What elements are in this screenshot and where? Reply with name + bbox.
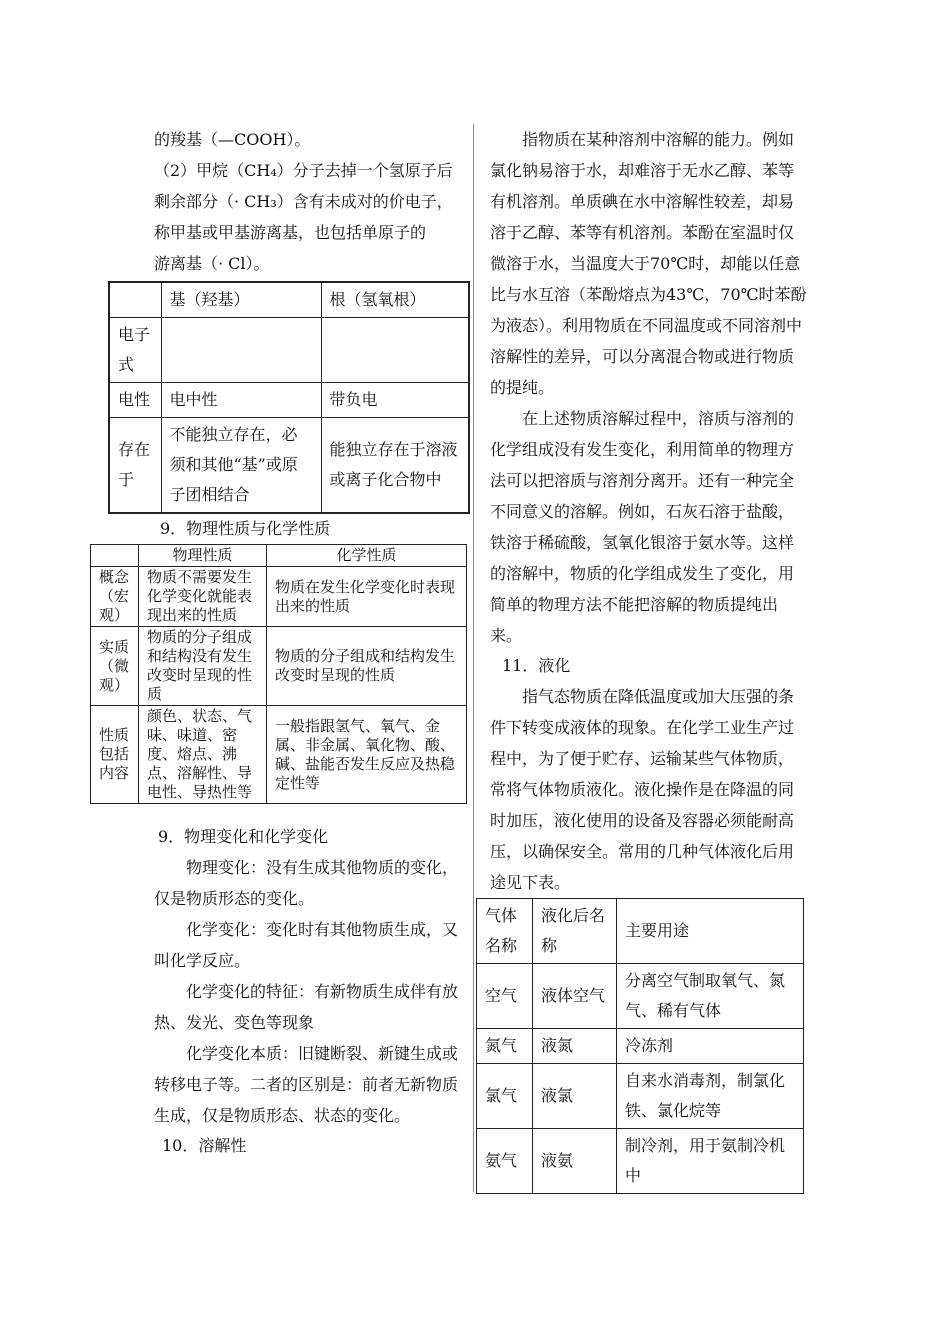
- paragraph-solubility: 指物质在某种溶剂中溶解的能力。例如氯化钠易溶于水，却难溶于无水乙醇、苯等有机溶剂。单质碘在水中溶解性较差，却易溶于乙醇、苯等有机溶剂。苯酚在室温时仅微溶于水，当温度大于70℃时，却能以任意比与水互溶（苯酚熔点为43℃，70℃时苯酚为液态）。利用物质在不同温度或不同溶剂中溶解性的差异，可以分离混合物或进行物质的提纯。: [490, 130, 807, 397]
- table-cell: 电性: [109, 383, 161, 418]
- section-heading-11: 11．液化: [502, 656, 571, 675]
- table-cell: 氨气: [477, 1129, 533, 1194]
- table-row: [109, 383, 469, 418]
- paragraph-methyl: [108, 155, 470, 279]
- section-heading-9a: 9．物理性质与化学性质: [160, 519, 331, 538]
- table-gas-liquefaction: [476, 898, 804, 1194]
- table-row: [91, 706, 467, 804]
- table-cell: [91, 545, 139, 567]
- table-cell: [161, 318, 321, 383]
- table-cell: 物理性质: [139, 545, 267, 567]
- section-heading-9b: 9．物理变化和化学变化: [158, 827, 329, 846]
- table-cell: 存在于: [109, 418, 161, 514]
- table-row: [477, 1064, 804, 1129]
- table-header-row: [91, 545, 467, 567]
- table-cell: 化学性质: [267, 545, 467, 567]
- table-row: [477, 1129, 804, 1194]
- table-cell: 液体空气: [533, 964, 617, 1029]
- table-cell: 物质的分子组成和结构发生改变时呈现的性质: [267, 627, 467, 706]
- table-row: [477, 964, 804, 1029]
- table-cell: 主要用途: [617, 899, 804, 964]
- table-cell: 基（羟基）: [161, 282, 321, 318]
- left-column: [99, 124, 470, 1161]
- table-cell: 冷冻剂: [617, 1029, 804, 1064]
- table-row: [91, 567, 467, 627]
- table-cell: 电子式: [109, 318, 161, 383]
- table-cell: 颜色、状态、气味、味道、密度、熔点、沸点、溶解性、导电性、导热性等: [139, 706, 267, 804]
- table-cell: 液化后名称: [533, 899, 617, 964]
- table-cell: 气体名称: [477, 899, 533, 964]
- table-cell: 带负电: [321, 383, 469, 418]
- paragraph-liquefaction: 指气态物质在降低温度或加大压强的条件下转变成液体的现象。在化学工业生产过程中，为了便于贮存、运输某些气体物质，常将气体物质液化。液化操作是在降温的同时加压，液化使用的设备及容器必须能耐高压，以确保安全。常用的几种气体液化后用途见下表。: [490, 687, 795, 892]
- table-cell: 性质包括内容: [91, 706, 139, 804]
- table-row: [91, 627, 467, 706]
- paragraph-chemical-feature: 化学变化的特征：有新物质生成伴有放热、发光、变色等现象: [154, 982, 459, 1032]
- table-cell: 电中性: [161, 383, 321, 418]
- table-cell: [321, 318, 469, 383]
- paragraph-dissolution: 在上述物质溶解过程中，溶质与溶剂的化学组成没有发生变化，利用简单的物理方法可以把溶质与溶剂分离开。还有一种完全不同意义的溶解。例如，石灰石溶于盐酸，铁溶于稀硫酸，氢氧化银溶于氨水等。这样的溶解中，物质的化学组成发生了变化，用简单的物理方法不能把溶解的物质提纯出来。: [490, 409, 795, 645]
- table-cell: 一般指跟氢气、氧气、金属、非金属、氧化物、酸、碱、盐能否发生反应及热稳定性等: [267, 706, 467, 804]
- table-cell: [109, 282, 161, 318]
- table-cell: 不能独立存在，必须和其他“基”或原子团相结合: [161, 418, 321, 514]
- paragraph-carboxyl: 的羧基（—COOH）。: [154, 130, 311, 149]
- table-cell: 空气: [477, 964, 533, 1029]
- section-heading-10: 10．溶解性: [162, 1136, 247, 1155]
- table-cell: 氯气: [477, 1064, 533, 1129]
- table-cell: 分离空气制取氧气、氮气、稀有气体: [617, 964, 804, 1029]
- table-cell: 液氯: [533, 1064, 617, 1129]
- table-row: [109, 418, 469, 514]
- table-cell: 能独立存在于溶液或离子化合物中: [321, 418, 469, 514]
- paragraph-chemical-change: 化学变化：变化时有其他物质生成，又叫化学反应。: [154, 920, 459, 970]
- methyl-line: 游离基（· Cl）。: [154, 254, 270, 273]
- table-cell: 液氮: [533, 1029, 617, 1064]
- paragraph-physical-change: 物理变化：没有生成其他物质的变化，仅是物质形态的变化。: [154, 858, 459, 908]
- table-header-row: [477, 899, 804, 964]
- table-cell: 物质在发生化学变化时表现出来的性质: [267, 567, 467, 627]
- table-cell: 制冷剂，用于氨制冷机中: [617, 1129, 804, 1194]
- table-group-vs-radical: [108, 281, 470, 514]
- table-cell: 概念（宏观）: [91, 567, 139, 627]
- methyl-line: （2）甲烷（CH₄）分子去掉一个氢原子后: [154, 161, 453, 180]
- paragraph-chemical-essence: 化学变化本质：旧键断裂、新键生成或转移电子等。二者的区别是：前者无新物质生成，仅是物质形态、状态的变化。: [154, 1044, 459, 1125]
- table-row: [477, 1029, 804, 1064]
- right-column: [485, 124, 808, 1194]
- table-physical-vs-chemical: [90, 544, 467, 804]
- table-cell: 实质（微观）: [91, 627, 139, 706]
- table-cell: 氮气: [477, 1029, 533, 1064]
- table-cell: 物质的分子组成和结构没有发生改变时呈现的性质: [139, 627, 267, 706]
- table-cell: 物质不需要发生化学变化就能表现出来的性质: [139, 567, 267, 627]
- methyl-line: 剩余部分（· CH₃）含有未成对的价电子，: [154, 192, 453, 211]
- methyl-line: 称甲基或甲基游离基，也包括单原子的: [154, 223, 427, 242]
- column-divider: [473, 124, 474, 1192]
- table-header-row: [109, 282, 469, 318]
- table-row: [109, 318, 469, 383]
- table-cell: 液氨: [533, 1129, 617, 1194]
- table-cell: 根（氢氧根）: [321, 282, 469, 318]
- table-cell: 自来水消毒剂，制氯化铁、氯化烷等: [617, 1064, 804, 1129]
